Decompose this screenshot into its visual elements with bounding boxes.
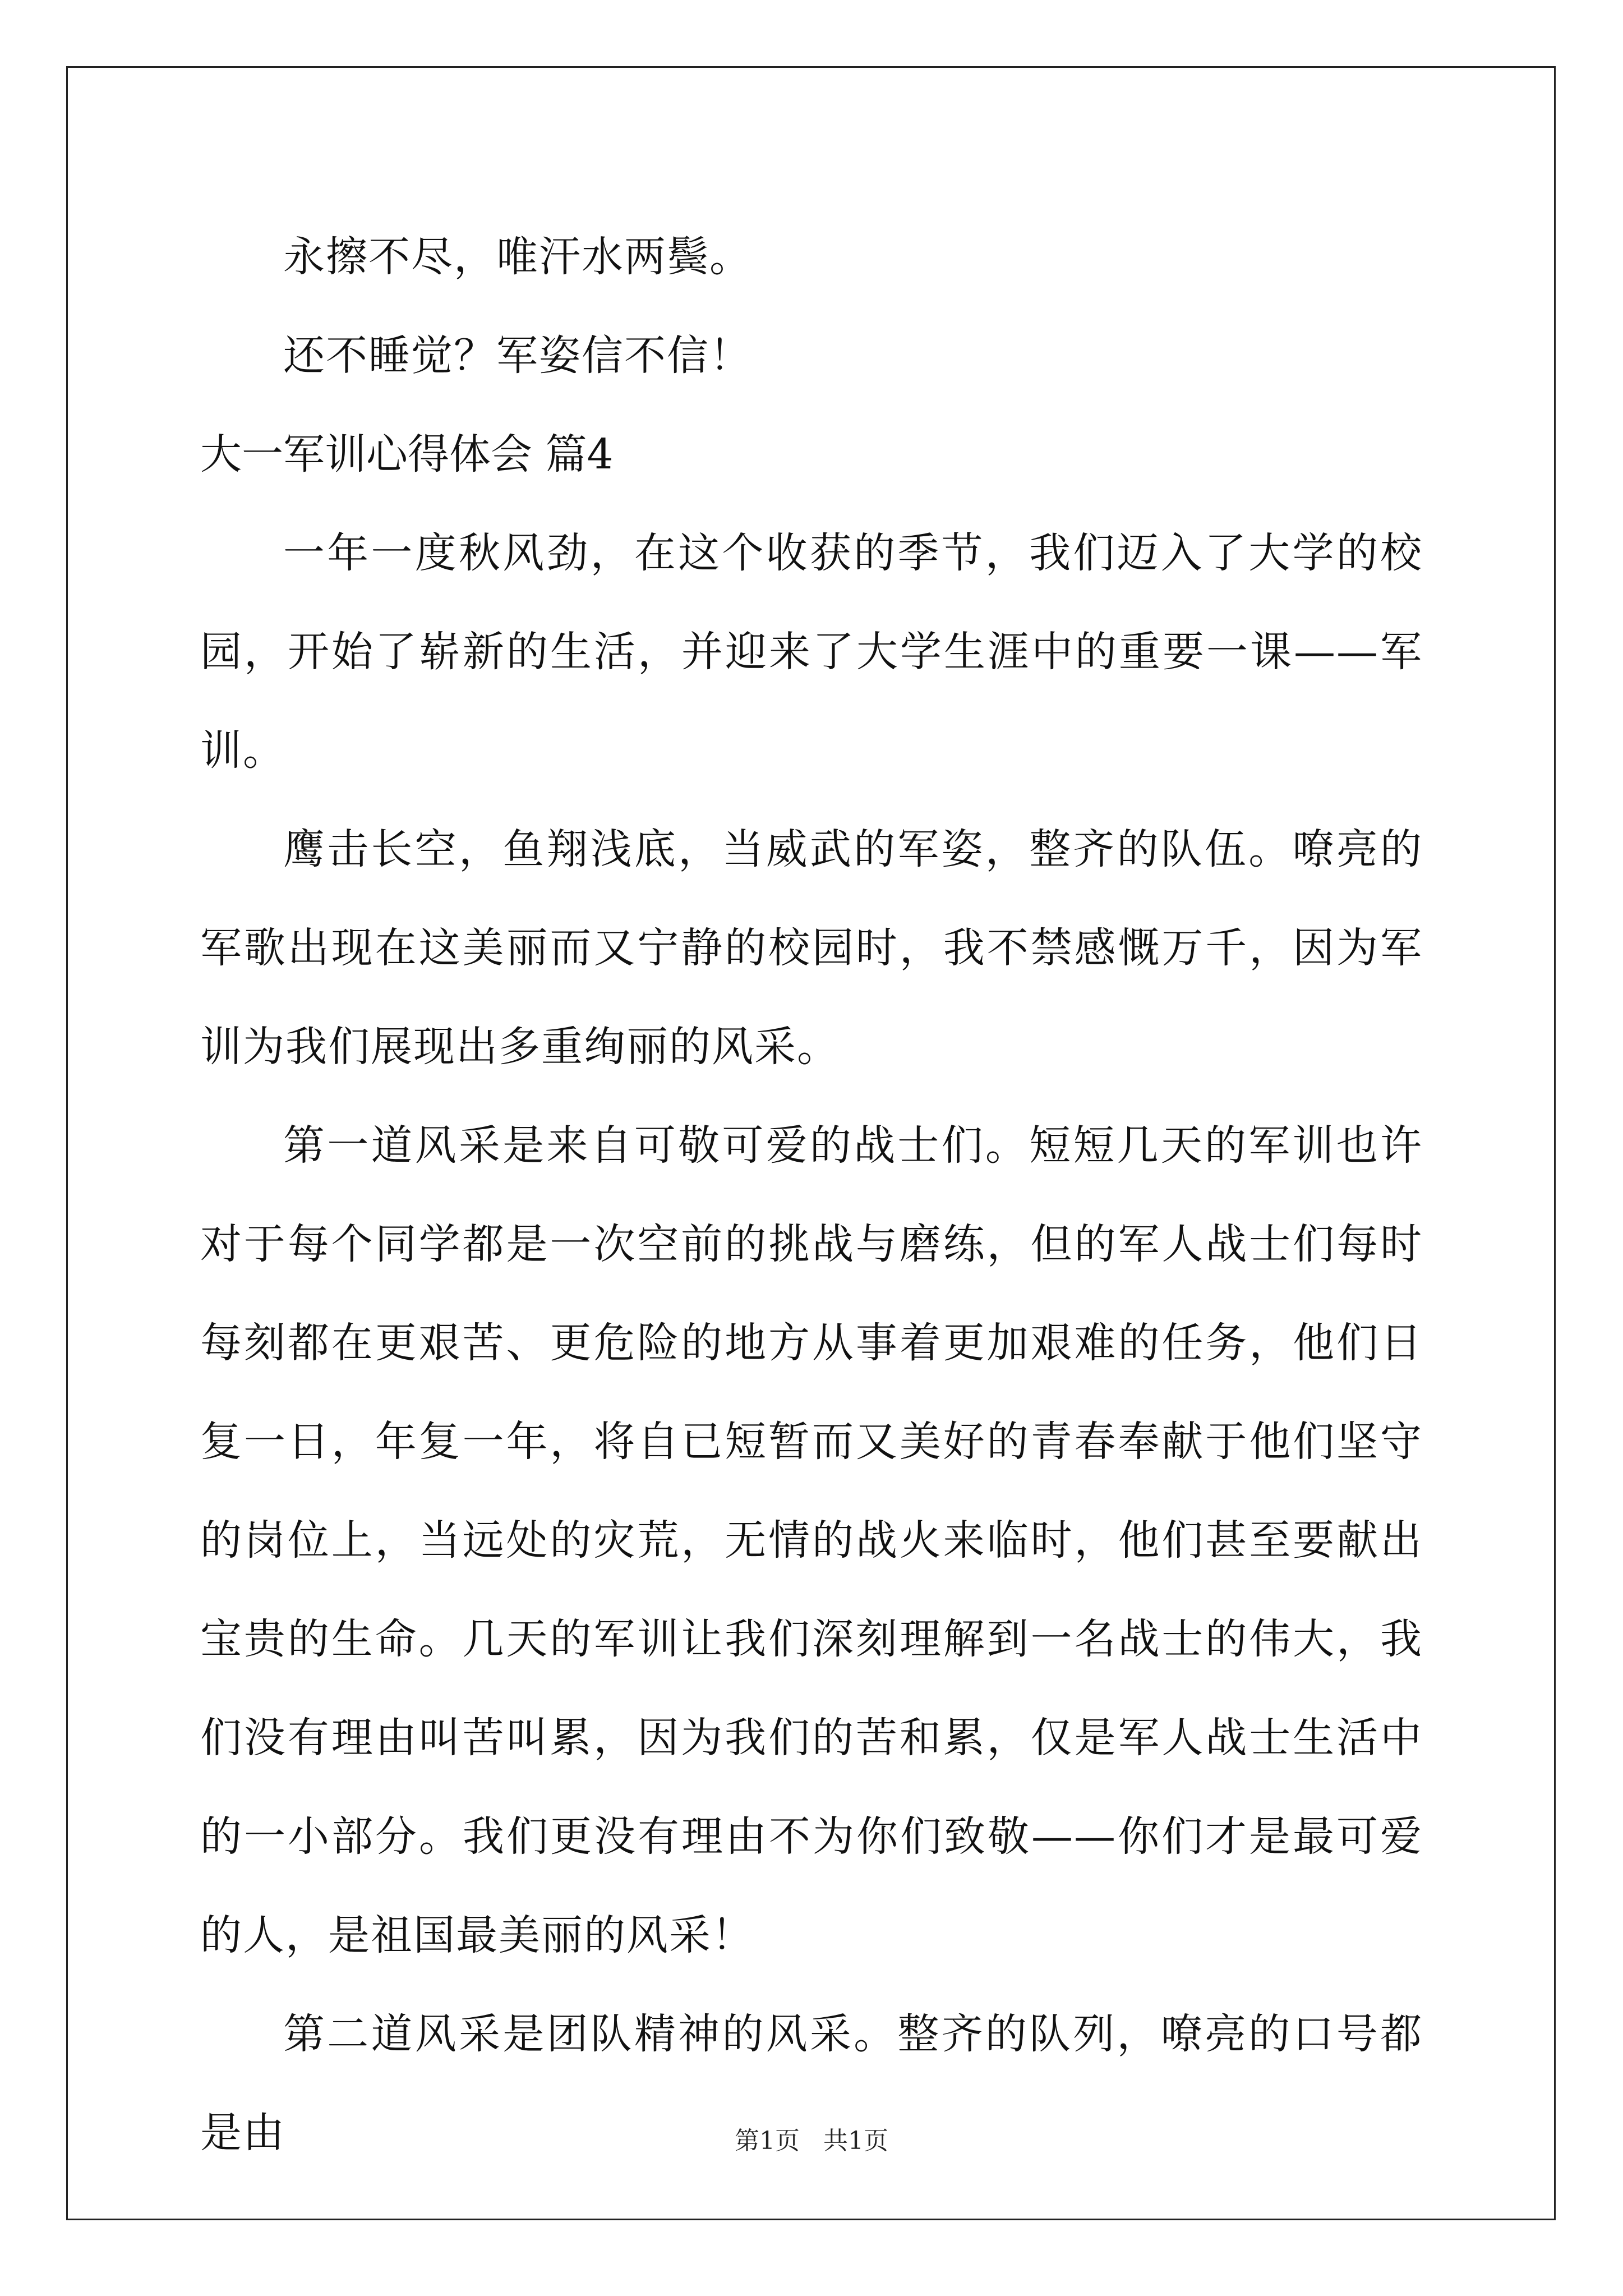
paragraph: 还不睡觉？军姿信不信！ bbox=[283, 332, 752, 380]
paragraph: 一年一度秋风劲，在这个收获的季节，我们迈入了大学的校园，开始了崭新的生活，并迎来了大学生涯中的重要一课——军训。 bbox=[200, 529, 1423, 775]
paragraph: 第二道风采是团队精神的风采。整齐的队列，嘹亮的口号都是由 bbox=[200, 2010, 1423, 2157]
paragraph: 第一道风采是来自可敬可爱的战士们。短短几天的军训也许对于每个同学都是一次空前的挑战与磨练，但的军人战士们每时每刻都在更艰苦、更危险的地方从事着更加艰难的任务，他们日复一日，年复一年，将自已短暂而又美好的青春奉献于他们坚守的岗位上，当远处的灾荒，无情的战火来临时，他们甚至要献出宝贵的生命。几天的军训让我们深刻理解到一名战士的伟大，我们没有理由叫苦叫累，因为我们的苦和累，仅是军人战士生活中的一小部分。我们更没有理由不为你们致敬——你们才是最可爱的人，是祖国最美丽的风采！ bbox=[200, 1121, 1423, 1959]
page-footer bbox=[0, 2120, 1623, 2156]
section-heading: 大一军训心得体会 篇4 bbox=[200, 430, 614, 478]
page-number: 第1页 bbox=[735, 2127, 800, 2155]
paragraph: 永擦不尽，唯汗水两鬓。 bbox=[283, 233, 752, 281]
document-body bbox=[200, 208, 1423, 2182]
paragraph: 鹰击长空，鱼翔浅底，当威武的军姿，整齐的队伍。嘹亮的军歌出现在这美丽而又宁静的校园时，我不禁感慨万千，因为军训为我们展现出多重绚丽的风采。 bbox=[200, 825, 1423, 1071]
page-total: 共1页 bbox=[823, 2127, 888, 2155]
